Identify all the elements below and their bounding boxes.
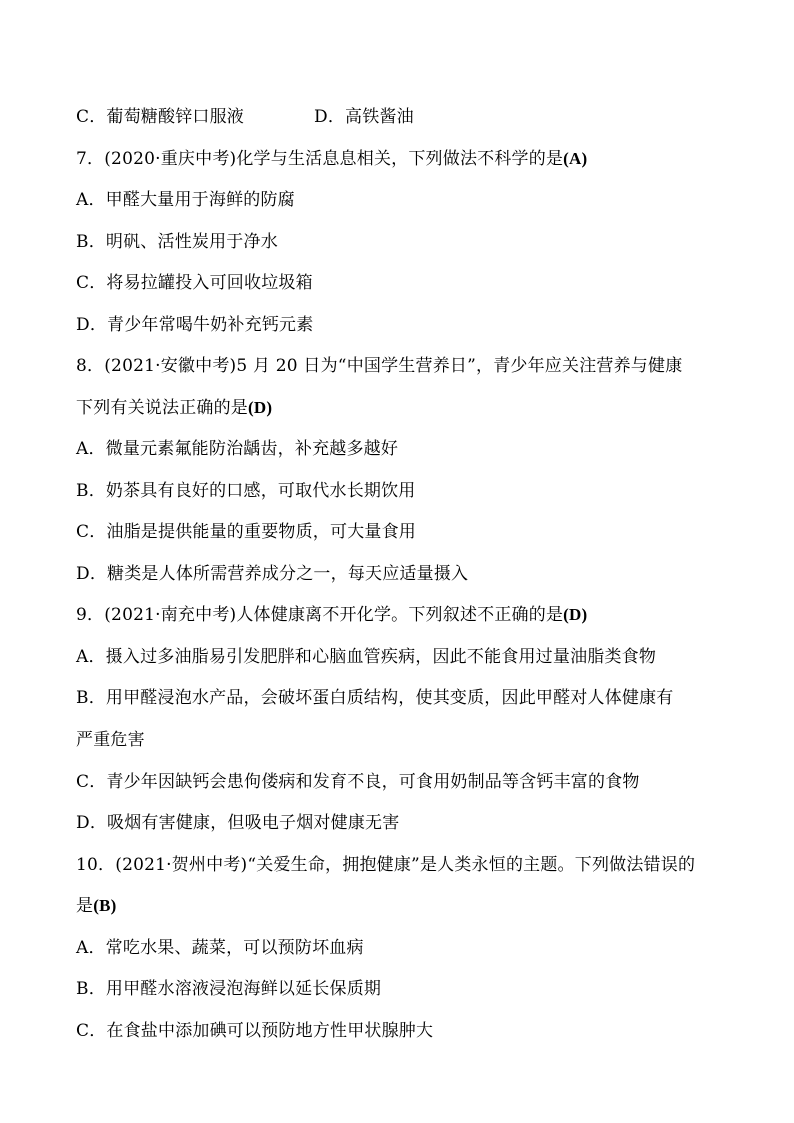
q8-option-b: B．奶茶具有良好的口感，可取代水长期饮用 [76, 481, 416, 501]
q9-option-b-line1: B．用甲醛浸泡水产品，会破坏蛋白质结构，使其变质，因此甲醛对人体健康有 [76, 688, 674, 708]
q6-option-d: D．高铁酱油 [314, 107, 414, 127]
q8-answer: (D) [248, 398, 273, 417]
q8-stem-line2 [76, 397, 736, 419]
q7-option-c: C．将易拉罐投入可回收垃圾箱 [76, 273, 313, 293]
q10-stem-line2 [76, 895, 736, 917]
q8-option-c: C．油脂是提供能量的重要物质，可大量食用 [76, 522, 417, 542]
q10-stem-line1: 10．(2021·贺州中考)“关爱生命，拥抱健康”是人类永恒的主题。下列做法错误的 [76, 855, 696, 875]
q7-answer: (A) [563, 149, 588, 168]
q6-options-cd [76, 106, 736, 128]
q7-stem [76, 148, 736, 170]
q8-stem-line1: 8．(2021·安徽中考)5 月 20 日为“中国学生营养日”，青少年应关注营养与健康 [76, 356, 683, 376]
q10-answer: (B) [93, 896, 117, 915]
q9-option-a: A．摄入过多油脂易引发肥胖和心脑血管疾病，因此不能食用过量油脂类食物 [76, 647, 657, 667]
q6-option-c: C．葡萄糖酸锌口服液 [76, 107, 245, 127]
q10-option-c: C．在食盐中添加碘可以预防地方性甲状腺肿大 [76, 1021, 434, 1041]
q9-answer: (D) [563, 605, 588, 624]
q8-stem-text: 下列有关说法正确的是 [76, 398, 248, 418]
q9-option-c: C．青少年因缺钙会患佝偻病和发育不良，可食用奶制品等含钙丰富的食物 [76, 772, 640, 792]
q10-stem-text: 是 [76, 896, 94, 916]
q7-option-b: B．明矾、活性炭用于净水 [76, 232, 278, 252]
q10-option-a: A．常吃水果、蔬菜，可以预防坏血病 [76, 938, 364, 958]
q7-option-a: A．甲醛大量用于海鲜的防腐 [76, 190, 295, 210]
q9-stem [76, 604, 736, 626]
q7-stem-text: 7．(2020·重庆中考)化学与生活息息相关，下列做法不科学的是 [76, 149, 564, 169]
q9-option-b-line2: 严重危害 [76, 730, 145, 750]
q9-stem-text: 9．(2021·南充中考)人体健康离不开化学。下列叙述不正确的是 [76, 605, 564, 625]
q7-option-d: D．青少年常喝牛奶补充钙元素 [76, 315, 314, 335]
q9-option-d: D．吸烟有害健康，但吸电子烟对健康无害 [76, 813, 400, 833]
q10-option-b: B．用甲醛水溶液浸泡海鲜以延长保质期 [76, 979, 382, 999]
q8-option-a: A．微量元素氟能防治龋齿，补充越多越好 [76, 439, 399, 459]
q8-option-d: D．糖类是人体所需营养成分之一，每天应适量摄入 [76, 564, 469, 584]
